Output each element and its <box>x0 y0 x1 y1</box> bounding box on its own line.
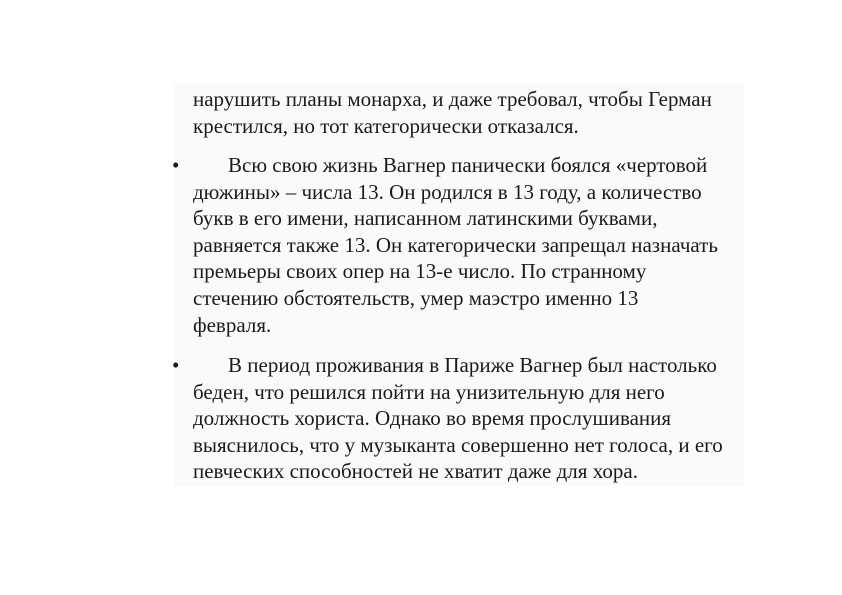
paragraph-thirteen <box>193 152 753 338</box>
text-line: Всю свою жизнь Вагнер панически боялся «чертовой <box>228 153 708 177</box>
bullet-marker: • <box>172 353 180 377</box>
text-line: букв в его имени, написанном латинскими буквами, <box>193 206 658 231</box>
text-line: февраля. <box>193 312 272 337</box>
text-line: стечению обстоятельств, умер маэстро именно 13 <box>193 285 639 310</box>
text-line: беден, что решился пойти на унизительную для него <box>193 379 665 404</box>
text-line: крестился, но тот категорически отказался. <box>193 113 579 138</box>
text-line: равняется также 13. Он категорически запрещал назначать <box>193 232 718 257</box>
text-line: певческих способностей не хватит даже для хора. <box>193 459 638 484</box>
text-line: дюжины» – числа 13. Он родился в 13 году, а количество <box>193 179 702 204</box>
paragraph-paris <box>193 352 753 485</box>
paragraph-continuation <box>193 86 753 139</box>
text-line: нарушить планы монарха, и даже требовал, чтобы Герман <box>193 87 712 111</box>
text-line: премьеры своих опер на 13-е число. По странному <box>193 259 647 284</box>
text-line: должность хориста. Однако во время прослушивания <box>193 406 672 431</box>
bullet-marker: • <box>172 153 180 177</box>
text-line: В период проживания в Париже Вагнер был настолько <box>228 353 717 377</box>
text-line: выяснилось, что у музыканта совершенно нет голоса, и его <box>193 432 723 457</box>
